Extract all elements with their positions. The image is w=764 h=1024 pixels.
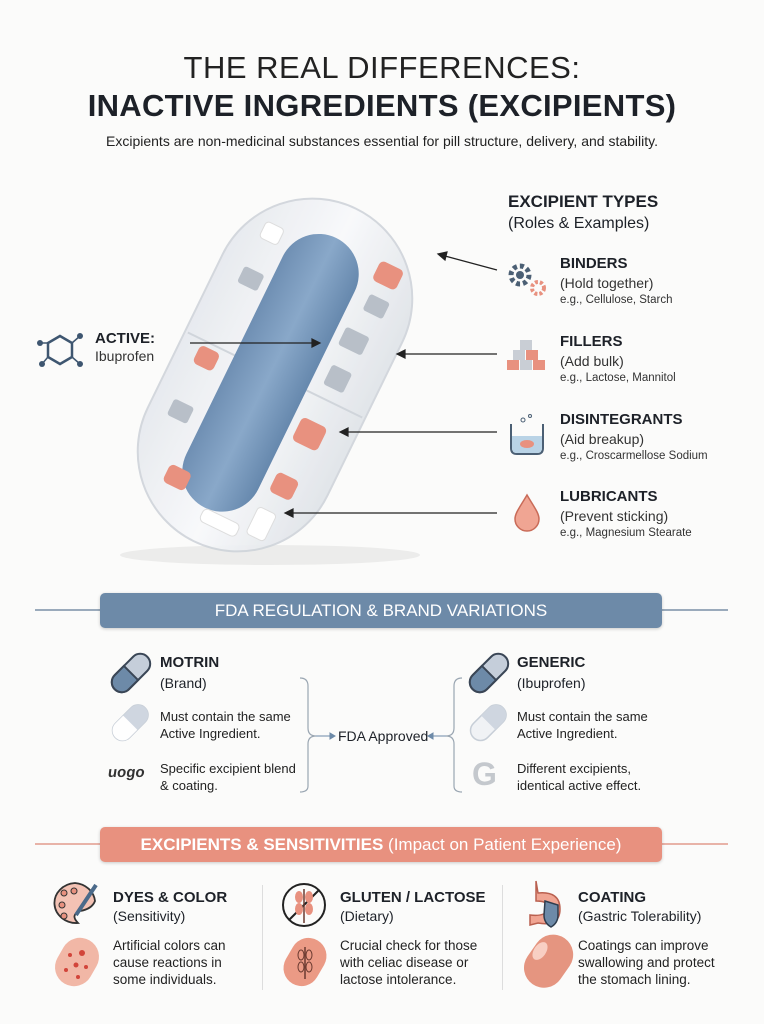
divider (662, 843, 728, 845)
gluten-sub: (Dietary) (340, 908, 394, 924)
header-light: (Impact on Patient Experience) (388, 834, 622, 854)
divider (35, 843, 100, 845)
droplet-icon (510, 492, 544, 537)
wheat-pill-icon (277, 931, 333, 992)
generic-row-active: Must contain the same Active Ingredient. (517, 709, 648, 741)
lubricants-role: (Prevent sticking) (560, 508, 669, 524)
coating-sub: (Gastric Tolerability) (578, 908, 702, 924)
header-bold: EXCIPIENTS & SENSITIVITIES (140, 834, 384, 854)
palette-icon (54, 883, 96, 923)
generic-row-excipient: Different excipients, identical active effect. (517, 761, 642, 793)
motrin-sub: (Brand) (160, 675, 207, 691)
fda-section-header: FDA REGULATION & BRAND VARIATIONS (100, 593, 662, 628)
motrin-name: MOTRIN (160, 654, 220, 671)
active-name: Ibuprofen (95, 348, 155, 364)
divider (35, 609, 100, 611)
capsule-icon (108, 650, 155, 697)
brand-logo-icon: uogo (106, 764, 146, 781)
title-line1: THE REAL DIFFERENCES: (183, 50, 581, 85)
excipient-types-subheading: (Roles & Examples) (508, 215, 650, 232)
gluten-text: Crucial check for those with celiac disease or lactose intolerance. (340, 938, 478, 987)
coated-pill-icon (516, 927, 581, 995)
dissolving-beaker-icon (503, 412, 551, 461)
lubricants-name: LUBRICANTS (560, 488, 658, 505)
sensitivities-section-header (100, 827, 662, 862)
no-gluten-icon (283, 884, 325, 926)
blocks-icon (503, 338, 551, 379)
subtitle: Excipients are non-medicinal substances essential for pill structure, delivery, and stability. (106, 133, 658, 149)
dotted-pill-icon (48, 931, 106, 993)
fda-approved-label: FDA Approved (338, 728, 429, 744)
dyes-text: Artificial colors can cause reactions in some individuals. (113, 938, 226, 987)
fillers-role: (Add bulk) (560, 353, 624, 369)
excipient-types-heading: EXCIPIENT TYPES (508, 192, 659, 211)
lubricants-example: e.g., Magnesium Stearate (560, 527, 692, 539)
dyes-title: DYES & COLOR (113, 889, 228, 906)
disintegrants-role: (Aid breakup) (560, 431, 645, 447)
binders-name: BINDERS (560, 255, 628, 272)
generic-sub: (Ibuprofen) (517, 675, 586, 691)
active-label: ACTIVE: (95, 330, 155, 347)
divider (662, 609, 728, 611)
gears-icon (503, 258, 551, 303)
motrin-row-active: Must contain the same Active Ingredient. (160, 709, 291, 741)
stomach-shield-icon (530, 881, 560, 927)
binders-example: e.g., Cellulose, Starch (560, 294, 673, 306)
binders-role: (Hold together) (560, 275, 654, 291)
fillers-example: e.g., Lactose, Mannitol (560, 372, 676, 384)
coating-text: Coatings can improve swallowing and protect the stomach lining. (578, 938, 715, 987)
disintegrants-name: DISINTEGRANTS (560, 411, 683, 428)
generic-g-icon: G (472, 756, 497, 792)
gluten-title: GLUTEN / LACTOSE (340, 889, 486, 906)
coating-title: COATING (578, 889, 647, 906)
molecule-icon (36, 330, 84, 370)
disintegrants-example: e.g., Croscarmellose Sodium (560, 450, 708, 462)
title-line2: INACTIVE INGREDIENTS (EXCIPIENTS) (87, 88, 677, 123)
motrin-row-excipient: Specific excipient blend & coating. (160, 761, 296, 793)
generic-name: GENERIC (517, 654, 586, 671)
dyes-sub: (Sensitivity) (113, 908, 186, 924)
fillers-name: FILLERS (560, 333, 623, 350)
